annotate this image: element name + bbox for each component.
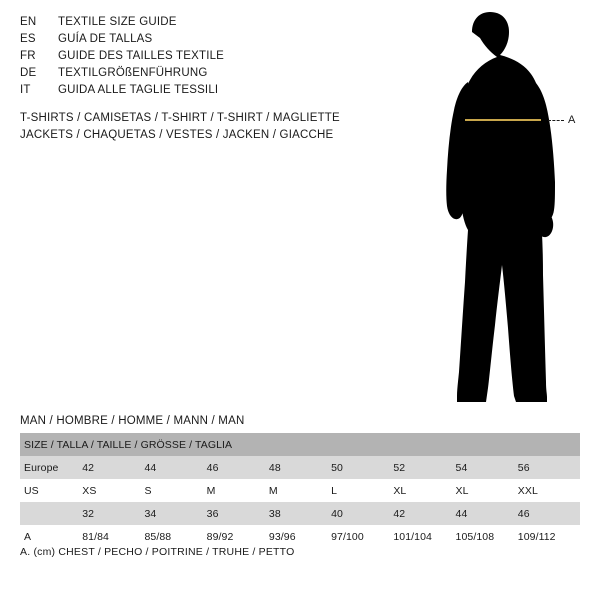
language-code: ES — [20, 33, 36, 45]
cell: 50 — [331, 456, 393, 479]
table-row — [20, 479, 580, 502]
category-block — [20, 110, 420, 144]
cell: L — [331, 479, 393, 502]
language-row — [20, 67, 380, 84]
male-silhouette-figure — [400, 10, 600, 410]
marker-label-a: A — [568, 114, 576, 126]
cell: XS — [82, 479, 144, 502]
cell: 46 — [207, 456, 269, 479]
table-header-row — [20, 433, 580, 456]
language-header-block — [20, 16, 380, 101]
language-title: TEXTILGRÖßENFÜHRUNG — [58, 67, 208, 79]
table-group-title: MAN / HOMBRE / HOMME / MANN / MAN — [20, 415, 245, 427]
table-row — [20, 456, 580, 479]
category-line-jackets: JACKETS / CHAQUETAS / VESTES / JACKEN / GIACCHE — [20, 129, 334, 141]
cell: 105/108 — [456, 525, 518, 548]
language-title: GUIDE DES TAILLES TEXTILE — [58, 50, 225, 62]
cell: S — [144, 479, 206, 502]
cell: 44 — [456, 502, 518, 525]
row-label: US — [20, 479, 82, 502]
table-row — [20, 502, 580, 525]
language-row — [20, 33, 380, 50]
cell: M — [269, 479, 331, 502]
table-row — [20, 525, 580, 548]
language-title: TEXTILE SIZE GUIDE — [58, 16, 177, 28]
cell: 81/84 — [82, 525, 144, 548]
cell: 54 — [456, 456, 518, 479]
language-row — [20, 84, 380, 101]
cell: 40 — [331, 502, 393, 525]
language-code: DE — [20, 67, 37, 79]
cell: 101/104 — [393, 525, 455, 548]
cell: 52 — [393, 456, 455, 479]
row-label — [20, 502, 82, 525]
cell: 46 — [518, 502, 580, 525]
cell: 44 — [144, 456, 206, 479]
language-title: GUÍA DE TALLAS — [58, 33, 153, 45]
cell: 32 — [82, 502, 144, 525]
cell: 93/96 — [269, 525, 331, 548]
cell: 56 — [518, 456, 580, 479]
cell: 89/92 — [207, 525, 269, 548]
cell: 85/88 — [144, 525, 206, 548]
cell: 48 — [269, 456, 331, 479]
language-title: GUIDA ALLE TAGLIE TESSILI — [58, 84, 219, 96]
table-header-label: SIZE / TALLA / TAILLE / GRÖSSE / TAGLIA — [20, 433, 580, 456]
cell: XL — [456, 479, 518, 502]
cell: XL — [393, 479, 455, 502]
size-table-section — [20, 415, 580, 548]
measurement-footnote: A. (cm) CHEST / PECHO / POITRINE / TRUHE / PETTO — [20, 546, 295, 558]
marker-dashed-line — [548, 120, 564, 122]
cell: 38 — [269, 502, 331, 525]
row-label: A — [20, 525, 82, 548]
language-code: EN — [20, 16, 37, 28]
cell: 109/112 — [518, 525, 580, 548]
cell: 42 — [82, 456, 144, 479]
category-line-tshirts: T-SHIRTS / CAMISETAS / T-SHIRT / T-SHIRT / MAGLIETTE — [20, 112, 340, 124]
language-code: IT — [20, 84, 31, 96]
cell: M — [207, 479, 269, 502]
cell: 97/100 — [331, 525, 393, 548]
silhouette-icon — [400, 10, 600, 410]
cell: 36 — [207, 502, 269, 525]
language-row — [20, 50, 380, 67]
row-label: Europe — [20, 456, 82, 479]
language-code: FR — [20, 50, 36, 62]
cell: 42 — [393, 502, 455, 525]
language-row — [20, 16, 380, 33]
size-table — [20, 433, 580, 548]
cell: XXL — [518, 479, 580, 502]
cell: 34 — [144, 502, 206, 525]
